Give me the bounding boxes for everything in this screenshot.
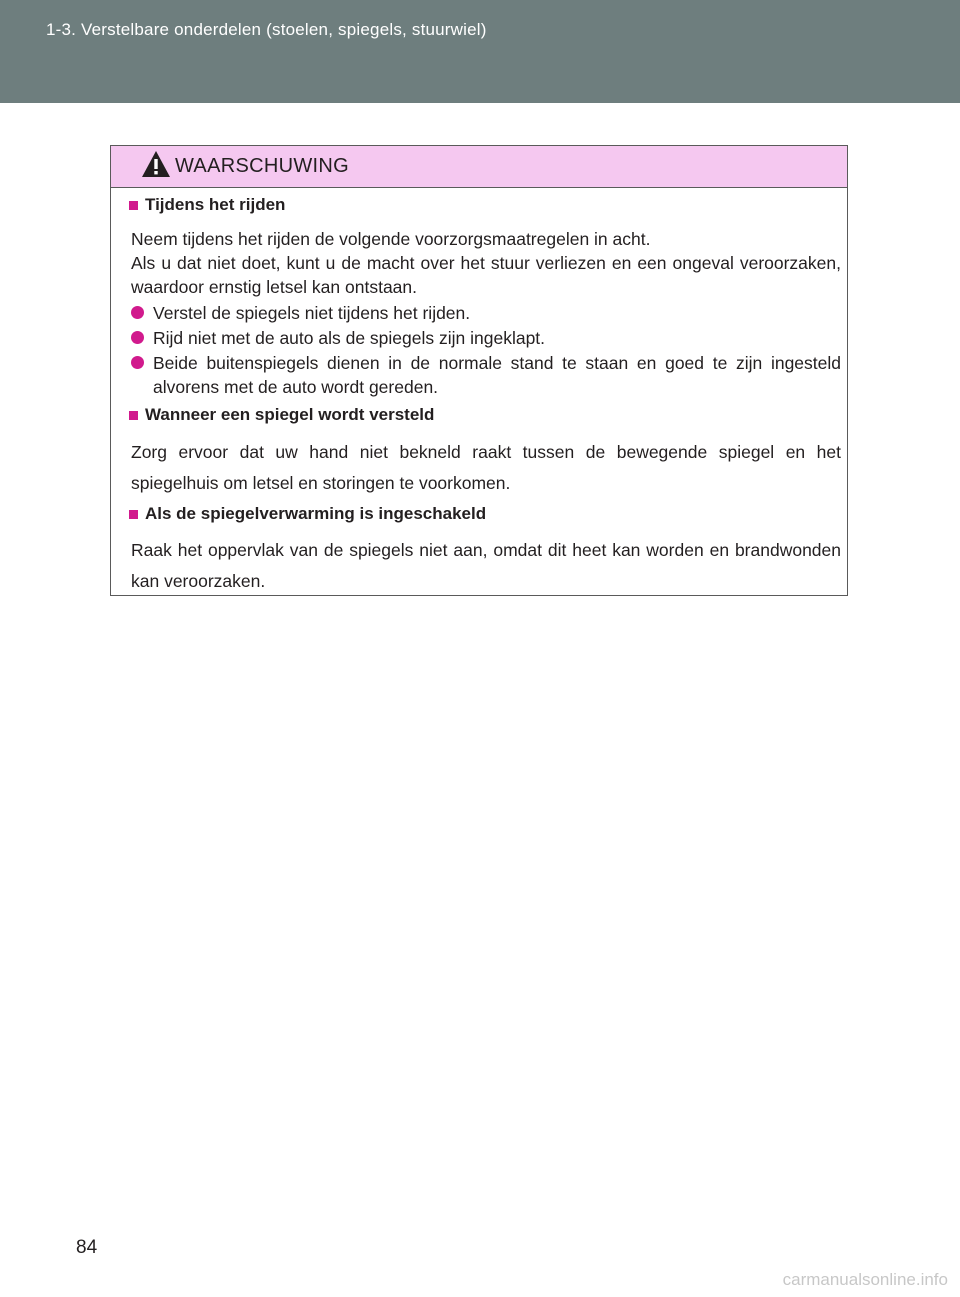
paragraph-line: Als u dat niet doet, kunt u de macht over het stuur verliezen en een ongeval veroorzaken, waardoor ernstig letsel kan ontstaan. [131, 253, 841, 297]
watermark: carmanualsonline.info [782, 1270, 948, 1289]
section-heading-mirror-adjust [129, 405, 434, 425]
list-item-text: Beide buitenspiegels dienen in de normale stand te staan en goed te zijn ingesteld alvorens met de auto wordt gereden. [153, 353, 841, 397]
page-number: 84 [76, 1237, 98, 1258]
list-item [131, 351, 841, 399]
section-heading-driving [129, 195, 285, 215]
paragraph-mirror-heating: Raak het oppervlak van de spiegels niet aan, omdat dit heet kan worden en brandwonden kan veroorzaken. [131, 540, 841, 591]
bullet-dot-icon [131, 331, 144, 344]
paragraph-line: Neem tijdens het rijden de volgende voorzorgsmaatregelen in acht. [131, 229, 651, 249]
warning-title: WAARSCHUWING [175, 155, 349, 177]
list-item [131, 326, 841, 350]
list-item-text: Verstel de spiegels niet tijdens het rijden. [153, 303, 471, 323]
section-heading-text: Als de spiegelverwarming is ingeschakeld [145, 504, 487, 523]
warning-box [110, 145, 848, 596]
section-header-band [0, 0, 960, 103]
section-heading-text: Tijdens het rijden [145, 195, 286, 214]
paragraph-mirror-adjust: Zorg ervoor dat uw hand niet bekneld raakt tussen de bewegende spiegel en het spiegelhuis om letsel en storingen te voorkomen. [131, 442, 841, 493]
square-bullet-icon [129, 510, 138, 519]
list-item-text: Rijd niet met de auto als de spiegels zijn ingeklapt. [153, 328, 546, 348]
warning-header [111, 146, 847, 188]
section-title: 1-3. Verstelbare onderdelen (stoelen, spiegels, stuurwiel) [46, 20, 487, 39]
bullet-dot-icon [131, 306, 144, 319]
section-heading-text: Wanneer een spiegel wordt versteld [145, 405, 435, 424]
square-bullet-icon [129, 411, 138, 420]
square-bullet-icon [129, 201, 138, 210]
section-heading-mirror-heating [129, 504, 486, 524]
warning-triangle-icon [141, 150, 171, 178]
list-item [131, 301, 841, 325]
paragraph-driving [131, 227, 841, 299]
bullet-dot-icon [131, 356, 144, 369]
